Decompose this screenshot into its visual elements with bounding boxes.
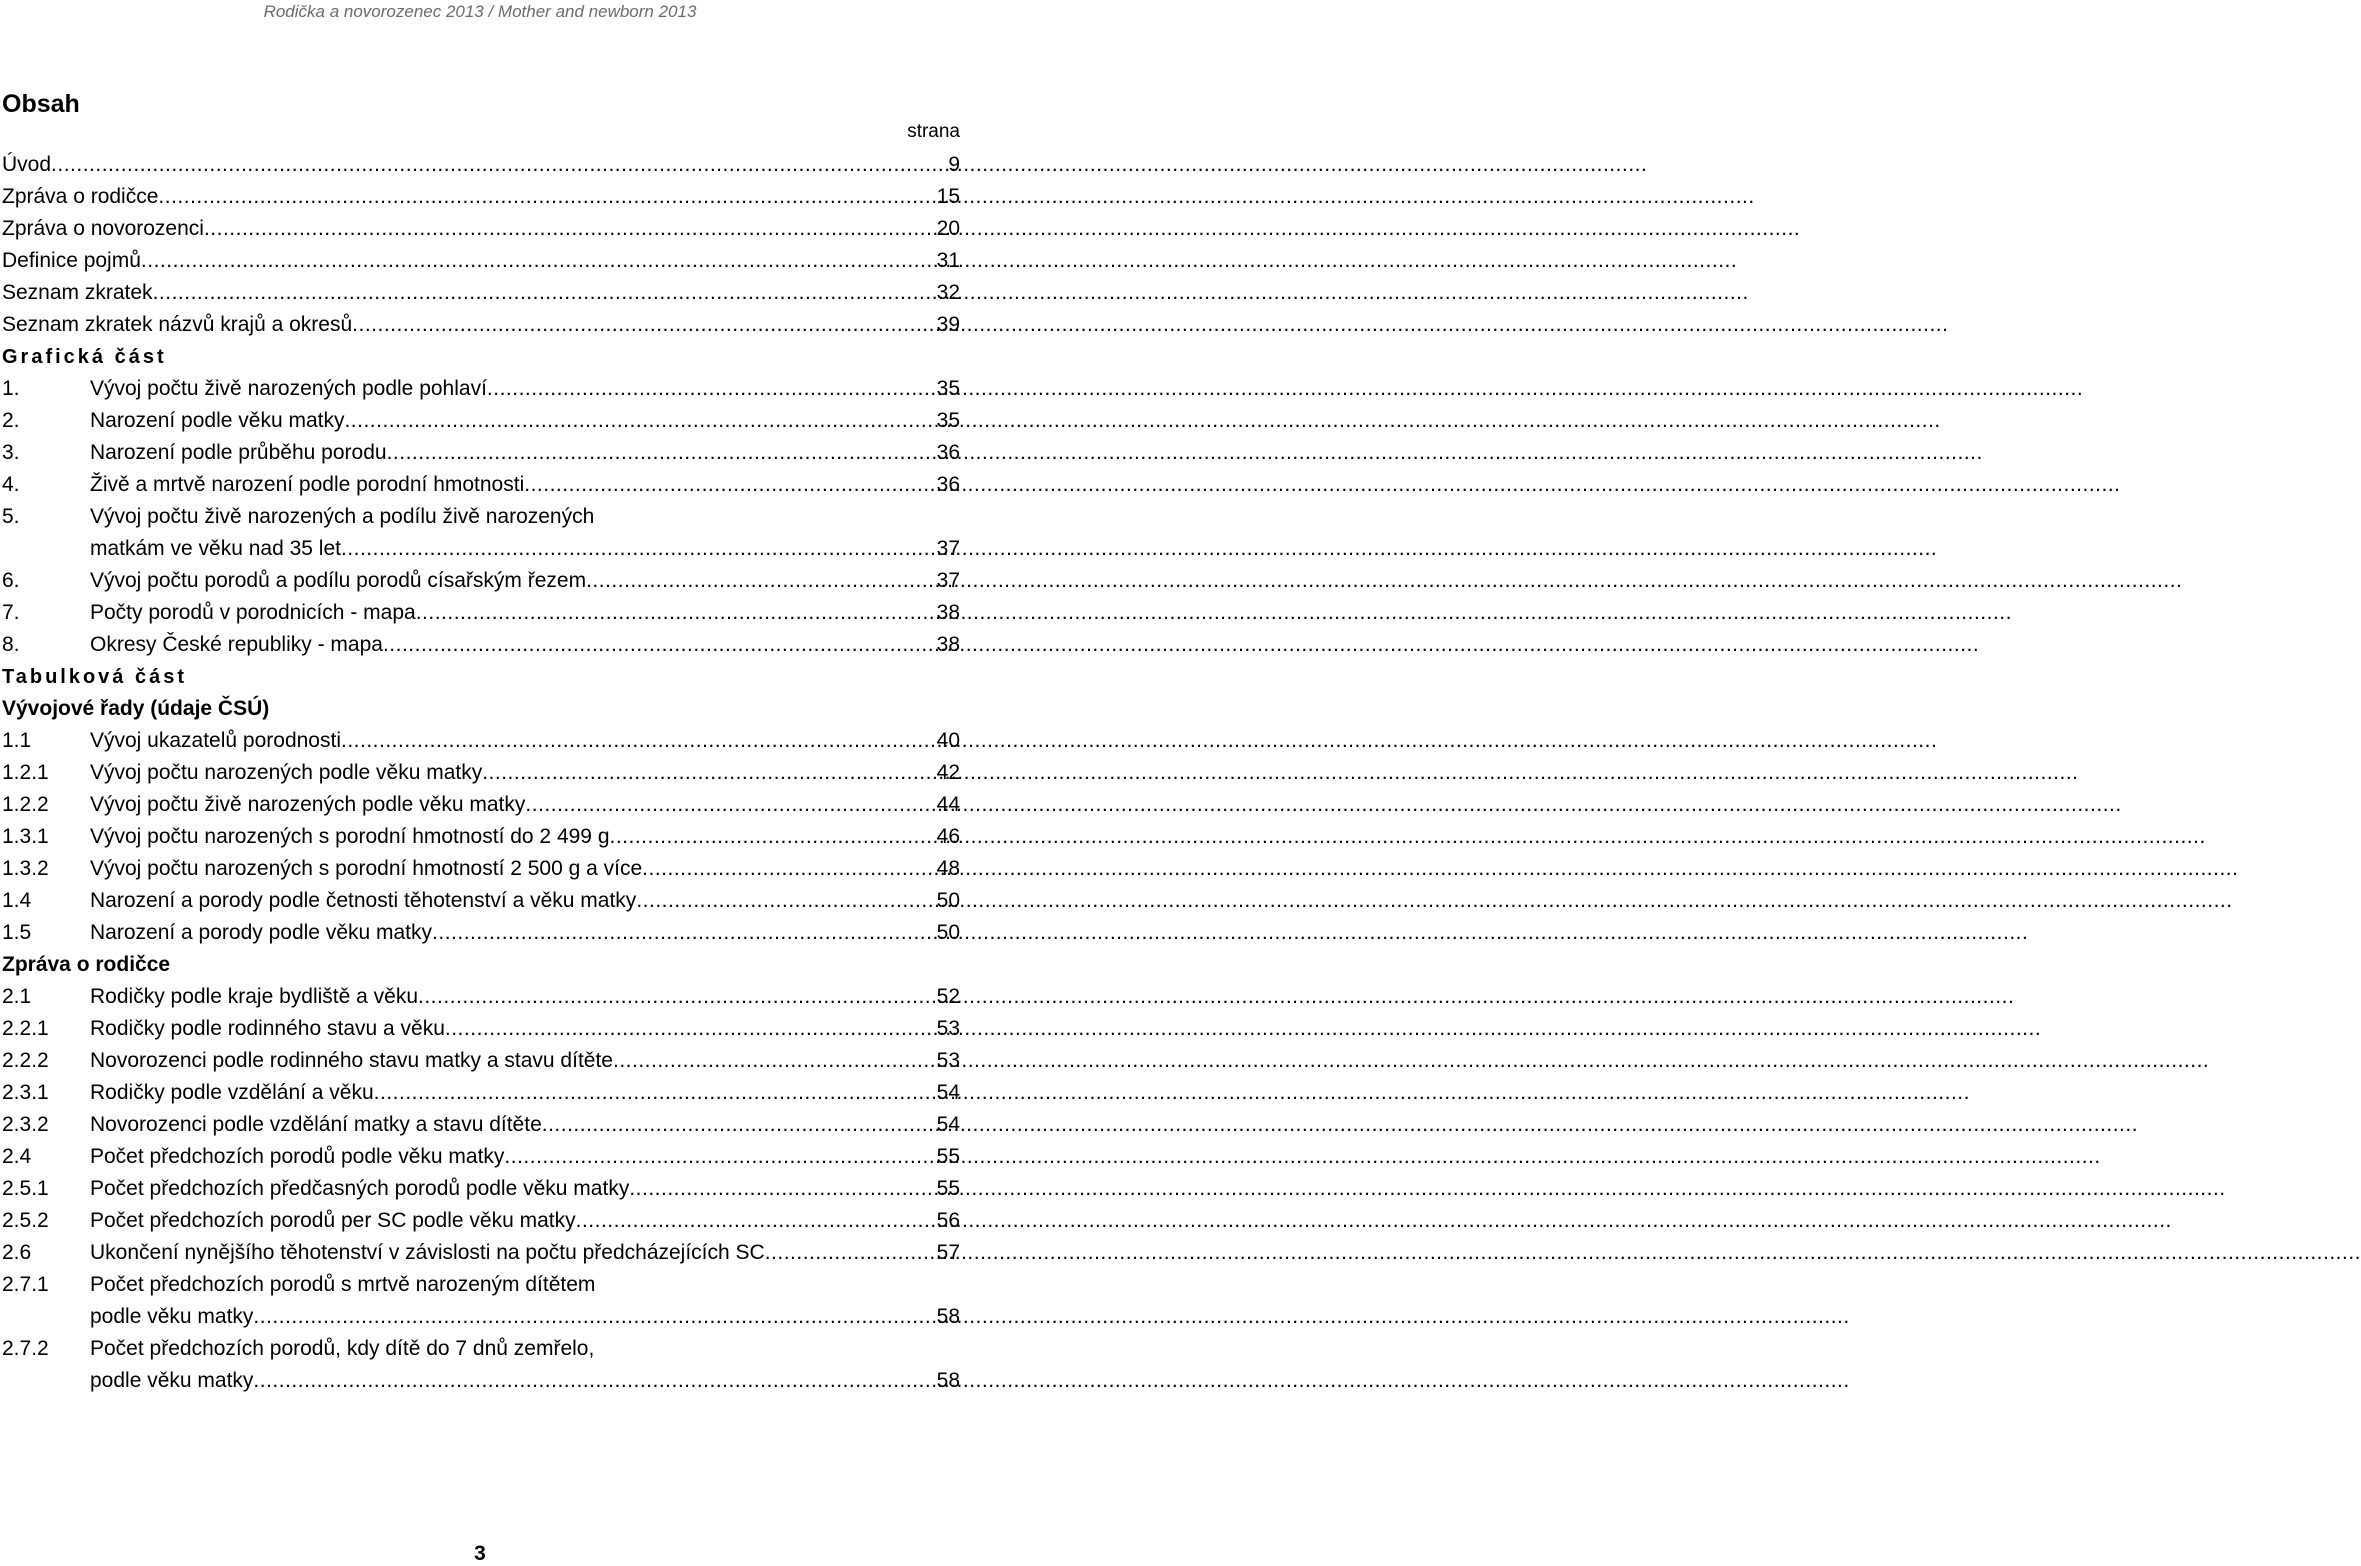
entry-title: Novorozenci podle rodinného stavu matky a stavu dítěte	[90, 1049, 613, 1072]
toc-entry[interactable]	[2, 597, 960, 629]
entry-title: Rodičky podle kraje bydliště a věku	[90, 985, 419, 1008]
entry-page: 32	[936, 281, 960, 304]
entry-page: 44	[936, 793, 960, 816]
entry-title: Počet předchozích porodů, kdy dítě do 7 dnů zemřelo,	[90, 1337, 595, 1360]
entry-title: Živě a mrtvě narození podle porodní hmotnosti	[90, 473, 525, 496]
entry-title: Vývoj počtu živě narozených a podílu živě narozených	[90, 505, 595, 528]
entry-title: Narození podle průběhu porodu	[90, 441, 387, 464]
dot-leader	[344, 405, 936, 437]
entry-title: Seznam zkratek	[2, 281, 153, 304]
entry-number: 2.6	[2, 1241, 32, 1264]
dot-leader	[629, 1173, 936, 1205]
subsection-heading-series: Vývojové řady (údaje ČSÚ)	[2, 697, 270, 720]
toc-entry[interactable]	[2, 1237, 960, 1269]
dot-leader	[253, 1301, 936, 1333]
dot-leader	[524, 469, 936, 501]
dot-leader	[153, 277, 937, 309]
toc-entry[interactable]	[2, 757, 960, 789]
entry-page: 38	[936, 633, 960, 656]
toc-entry[interactable]	[2, 277, 960, 309]
dot-leader	[610, 821, 937, 853]
table-of-contents	[2, 149, 960, 1397]
entry-page: 35	[936, 377, 960, 400]
toc-entry[interactable]	[2, 981, 960, 1013]
dot-leader	[525, 789, 936, 821]
toc-entry[interactable]	[2, 789, 960, 821]
entry-title: Vývoj počtu narozených s porodní hmotností do 2 499 g	[90, 825, 610, 848]
entry-page: 53	[936, 1049, 960, 1072]
entry-title: Ukončení nynějšího těhotenství v závislosti na počtu předcházejících SC	[90, 1241, 765, 1264]
entry-title: Rodičky podle rodinného stavu a věku	[90, 1017, 445, 1040]
toc-entry[interactable]	[2, 181, 960, 213]
entry-title: Novorozenci podle vzdělání matky a stavu dítěte	[90, 1113, 542, 1136]
dot-leader	[586, 565, 937, 597]
entry-number: 2.3.2	[2, 1113, 49, 1136]
toc-entry[interactable]	[2, 437, 960, 469]
entry-page: 58	[936, 1369, 960, 1392]
entry-number: 2.	[2, 409, 20, 432]
toc-entry[interactable]	[2, 1173, 960, 1205]
dot-leader	[636, 885, 936, 917]
entry-number: 2.3.1	[2, 1081, 49, 1104]
entry-page: 36	[936, 441, 960, 464]
dot-leader	[51, 149, 948, 181]
entry-page: 54	[936, 1113, 960, 1136]
entry-title: Seznam zkratek názvů krajů a okresů	[2, 313, 353, 336]
toc-entry[interactable]	[2, 245, 960, 277]
entry-number: 2.7.2	[2, 1337, 49, 1360]
section-heading-tables: Tabulková část	[2, 666, 188, 688]
dot-leader	[352, 309, 936, 341]
entry-number: 7.	[2, 601, 20, 624]
dot-leader	[341, 725, 937, 757]
entry-title: Úvod	[2, 153, 52, 176]
toc-entry[interactable]	[2, 917, 960, 949]
toc-entry[interactable]	[2, 1013, 960, 1045]
dot-leader	[204, 213, 937, 245]
entry-title: Počty porodů v porodnicích - mapa	[90, 601, 416, 624]
entry-number: 2.1	[2, 985, 32, 1008]
entry-title: Vývoj ukazatelů porodnosti	[90, 729, 341, 752]
entry-page: 55	[936, 1177, 960, 1200]
entry-page: 58	[936, 1305, 960, 1328]
entry-number: 2.2.1	[2, 1017, 49, 1040]
toc-entry[interactable]	[2, 1269, 960, 1301]
toc-entry[interactable]	[2, 373, 960, 405]
dot-leader	[253, 1365, 936, 1397]
dot-leader	[416, 597, 937, 629]
dot-leader	[576, 1205, 937, 1237]
toc-entry[interactable]	[2, 501, 960, 533]
entry-page: 36	[936, 473, 960, 496]
toc-entry[interactable]	[2, 629, 960, 661]
dot-leader	[613, 1045, 937, 1077]
entry-page: 57	[936, 1241, 960, 1264]
entry-number: 8.	[2, 633, 20, 656]
toc-entry[interactable]	[2, 853, 960, 885]
dot-leader	[374, 1077, 937, 1109]
toc-entry[interactable]	[2, 469, 960, 501]
entry-title: Počet předchozích porodů s mrtvě narozeným dítětem	[90, 1273, 596, 1296]
dot-leader	[432, 917, 937, 949]
dot-leader	[504, 1141, 936, 1173]
toc-entry[interactable]	[2, 309, 960, 341]
entry-number: 1.4	[2, 889, 32, 912]
entry-number: 1.	[2, 377, 20, 400]
entry-page: 37	[936, 569, 960, 592]
entry-title: Vývoj počtu živě narozených podle pohlaví	[90, 377, 487, 400]
entry-page: 46	[936, 825, 960, 848]
entry-title: Vývoj počtu narozených podle věku matky	[90, 761, 483, 784]
entry-page: 15	[936, 185, 960, 208]
dot-leader	[387, 437, 937, 469]
entry-title: Vývoj počtu narozených s porodní hmotností 2 500 g a více	[90, 857, 643, 880]
entry-page: 9	[948, 153, 960, 176]
entry-title-continuation: podle věku matky	[90, 1305, 254, 1328]
section-heading-graphic: Grafická část	[2, 346, 167, 368]
subsection-heading-mother: Zpráva o rodičce	[2, 953, 171, 976]
toc-entry[interactable]	[2, 1141, 960, 1173]
page-column-label: strana	[907, 121, 960, 142]
entry-title: Narození podle věku matky	[90, 409, 345, 432]
page-number: 3	[474, 1542, 486, 1565]
dot-leader	[487, 373, 937, 405]
entry-page: 48	[936, 857, 960, 880]
dot-leader	[141, 245, 937, 277]
entry-number: 5.	[2, 505, 20, 528]
toc-entry[interactable]	[2, 885, 960, 917]
toc-entry[interactable]	[2, 565, 960, 597]
entry-number: 1.1	[2, 729, 32, 752]
entry-title: Zpráva o rodičce	[2, 185, 159, 208]
dot-leader	[383, 629, 937, 661]
entry-number: 1.3.2	[2, 857, 49, 880]
entry-page: 52	[936, 985, 960, 1008]
entry-title-continuation: matkám ve věku nad 35 let	[90, 537, 341, 560]
entry-number: 2.2.2	[2, 1049, 49, 1072]
dot-leader	[418, 981, 937, 1013]
entry-page: 50	[936, 921, 960, 944]
entry-page: 35	[936, 409, 960, 432]
toc-entry[interactable]	[2, 149, 960, 181]
toc-entry[interactable]	[2, 821, 960, 853]
toc-title: Obsah	[2, 90, 80, 118]
entry-page: 39	[936, 313, 960, 336]
running-header: Rodička a novorozenec 2013 / Mother and newborn 2013	[263, 2, 697, 21]
entry-number: 2.7.1	[2, 1273, 49, 1296]
entry-title: Narození a porody podle věku matky	[90, 921, 433, 944]
toc-entry-continuation[interactable]	[2, 1365, 960, 1397]
entry-number: 1.2.1	[2, 761, 49, 784]
entry-page: 42	[936, 761, 960, 784]
entry-title: Zpráva o novorozenci	[2, 217, 204, 240]
entry-page: 20	[936, 217, 960, 240]
entry-page: 54	[936, 1081, 960, 1104]
entry-page: 50	[936, 889, 960, 912]
toc-entry[interactable]	[2, 213, 960, 245]
entry-page: 37	[936, 537, 960, 560]
toc-entry[interactable]	[2, 725, 960, 757]
entry-number: 2.5.1	[2, 1177, 49, 1200]
entry-number: 4.	[2, 473, 20, 496]
toc-entry-continuation[interactable]	[2, 533, 960, 565]
entry-title: Okresy České republiky - mapa	[90, 633, 383, 656]
entry-page: 31	[936, 249, 960, 272]
dot-leader	[341, 533, 937, 565]
entry-title: Počet předchozích porodů podle věku matky	[90, 1145, 505, 1168]
entry-number: 6.	[2, 569, 20, 592]
toc-entry-continuation[interactable]	[2, 1301, 960, 1333]
entry-number: 1.2.2	[2, 793, 49, 816]
entry-page: 55	[936, 1145, 960, 1168]
entry-title-continuation: podle věku matky	[90, 1369, 254, 1392]
entry-page: 53	[936, 1017, 960, 1040]
toc-entry[interactable]	[2, 1045, 960, 1077]
entry-title: Definice pojmů	[2, 249, 141, 272]
entry-page: 40	[936, 729, 960, 752]
entry-title: Počet předchozích předčasných porodů podle věku matky	[90, 1177, 630, 1200]
entry-title: Vývoj počtu porodů a podílu porodů císařským řezem	[90, 569, 587, 592]
dot-leader	[642, 853, 936, 885]
dot-leader	[158, 181, 936, 213]
entry-title: Vývoj počtu živě narozených podle věku matky	[90, 793, 526, 816]
toc-entry[interactable]	[2, 1109, 960, 1141]
entry-title: Počet předchozích porodů per SC podle věku matky	[90, 1209, 576, 1232]
dot-leader	[542, 1109, 937, 1141]
toc-entry[interactable]	[2, 1077, 960, 1109]
entry-page: 56	[936, 1209, 960, 1232]
entry-title: Narození a porody podle četnosti těhotenství a věku matky	[90, 889, 637, 912]
toc-entry[interactable]	[2, 1205, 960, 1237]
entry-number: 3.	[2, 441, 20, 464]
toc-entry[interactable]	[2, 1333, 960, 1365]
toc-entry[interactable]	[2, 405, 960, 437]
entry-number: 1.5	[2, 921, 32, 944]
dot-leader	[482, 757, 936, 789]
entry-title: Rodičky podle vzdělání a věku	[90, 1081, 374, 1104]
entry-number: 2.4	[2, 1145, 32, 1168]
entry-number: 1.3.1	[2, 825, 49, 848]
entry-page: 38	[936, 601, 960, 624]
entry-number: 2.5.2	[2, 1209, 49, 1232]
dot-leader	[765, 1237, 937, 1269]
dot-leader	[445, 1013, 937, 1045]
